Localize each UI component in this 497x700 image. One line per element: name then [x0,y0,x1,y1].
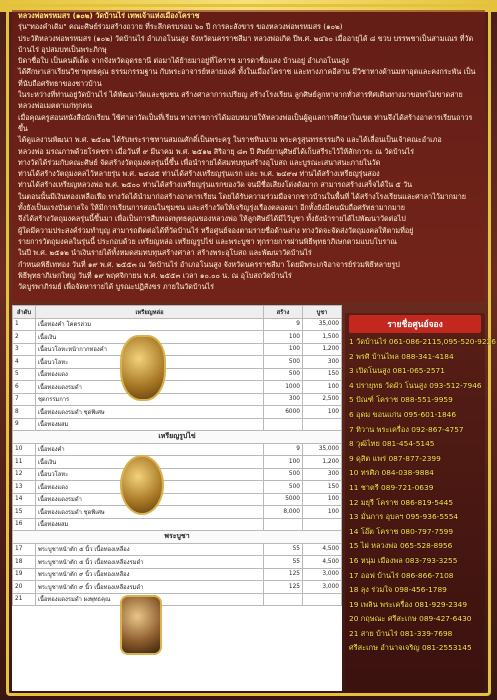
cell-item: ชุดกรรมการ [36,393,264,406]
table-row [13,493,342,506]
cell-price: 35,000 [303,443,342,456]
history-paragraph: ทางวัดได้ร่วมกับคณะศิษย์ จัดสร้างวัตถุมงคลรุ่นนี้ขึ้น เพื่อนำรายได้สมทบทุนสร้างอุโบสถ และบูรณะเสนาสนะภายในวัด [18,157,381,167]
cell-price: 1,200 [303,456,342,469]
cell-built [264,418,303,431]
buddha-statue-image [120,595,162,655]
cell-no: 12 [13,468,36,481]
booking-contact: 9 ดุสิต แพร่ 087-877-2399 [349,453,441,463]
booking-contact: 21 สาย บ้านไร่ 081-339-7698 [349,628,453,638]
history-paragraph: ในตอนนั้นมีเงินทองเหลือเฟือ ทางวัดได้นำมาก่อสร้างอาคารเรียน โดยได้รับความร่วมมือจากชาวบ้านในพื้นที่ ได้สร้างโรงเรียนและศาลาไว้มากมาย [18,191,466,201]
booking-contact: 16 หนุ่ม เมืองพล 083-793-3255 [349,555,458,565]
cell-item: เนื้อทองแดงรมดำ ชุดพิเศษ [36,506,264,519]
booking-contact: 12 มยุรี โคราช 086-819-5445 [349,497,454,507]
cell-built: 500 [264,356,303,369]
table-row [13,418,342,431]
cell-price: 100 [303,406,342,419]
cell-item: พระบูชาหน้าตัก ๙ นิ้ว เนื้อทองเหลืองรมดำ [36,581,264,594]
table-header-row [13,306,342,319]
cell-no: 4 [13,356,36,369]
cell-item: เนื้อเงิน [36,331,264,344]
cell-no: 3 [13,343,36,356]
table-row [13,343,342,356]
table-row [13,468,342,481]
cell-price [303,518,342,531]
cell-price: 300 [303,356,342,369]
cell-item: เนื้อทองแดงรมดำ ผงพุทธคุณ [36,593,264,606]
booking-contact: 17 ออฟ บ้านไร่ 086-866-7108 [349,570,454,580]
section-header-row [13,431,342,444]
booking-contact: 3 เปิดโนนสูง 081-065-2571 [349,366,445,376]
table-row [13,456,342,469]
table-row [13,481,342,494]
table-row [13,318,342,331]
booking-contact: 19 เพลิน พระเครื่อง 081-929-2349 [349,599,468,609]
amulet-image-cast [120,335,166,401]
booking-contact: 2 พรศิ บ้านไพล 088-341-4184 [349,351,454,361]
table-row [13,331,342,344]
header-line: หลวงพ่อพรหมสร (๑๐๒) วัดบ้านไร่ เทพเจ้าแห่งเมืองโคราช [18,11,200,20]
cell-item: เนื้อทองแดง [36,481,264,494]
table-row [13,381,342,394]
history-paragraphs [12,21,485,292]
cell-built: 125 [264,568,303,581]
cell-built: 300 [264,393,303,406]
cell-built: 500 [264,468,303,481]
cell-price: 3,000 [303,568,342,581]
cell-built: 6000 [264,406,303,419]
history-paragraph: กำหนดพิธีเททอง วันที่ ๑๙ พ.ศ. ๒๕๕๓ ณ วัดบ้านไร่ อำเภอโนนสูง จังหวัดนครราชสีมา โดยมีพระเกจิอาจารย์ร่วมพิธีหลายรูป [18,259,400,269]
cell-built: 55 [264,556,303,569]
cell-price: 100 [303,493,342,506]
section-title: เหรียญรูปไข่ [13,431,342,444]
history-paragraph: รายการวัตถุมงคลในรุ่นนี้ ประกอบด้วย เหรียญหล่อ เหรียญรูปไข่ และพระบูชา ทุกรายการผ่านพิธีพุทธาภิเษกตามแบบโบราณ [18,236,397,246]
cell-no: 17 [13,543,36,556]
cell-no: 14 [13,493,36,506]
col-header-price: บูชา [303,306,342,319]
booking-panel [345,313,496,691]
table-row [13,368,342,381]
cell-price: 35,000 [303,318,342,331]
cell-item: เนื้อทองแดงรมดำ ชุดพิเศษ [36,406,264,419]
table-row [13,356,342,369]
booking-contact: 4 ปรายุทธ วัดผัว โนนสูง 093-512-7946 [349,380,482,390]
cell-item: เนื้อทองผสม [36,518,264,531]
cell-item: เนื้อทองคำ โคตรล่วม [36,318,264,331]
cell-item: เนื้อทองผสม [36,418,264,431]
history-text-block [12,10,485,302]
cell-built: 125 [264,581,303,594]
cell-price: 3,000 [303,581,342,594]
cell-item: พระบูชาหน้าตัก ๕ นิ้ว เนื้อทองเหลืองรมดำ [36,556,264,569]
cell-price: 4,500 [303,543,342,556]
cell-item: เนื้อนวโลหะ [36,468,264,481]
cell-no: 10 [13,443,36,456]
booking-contact: 18 ลุง ร่วมใจ 098-456-1789 [349,585,447,595]
booking-contact: 20 กฤษณะ ศรีสะเกษ 089-427-6430 [349,614,472,624]
price-table [12,305,342,606]
history-paragraph: บิดาชื่อใบ เป็นคนดีเด็ด จากจังหวัดอุดรธานี ต่อมาได้ย้ายมาอยู่ที่โคราช มารดาชื่อแสง บ้านอยู่ อำเภอโนนสูง [18,56,349,66]
history-paragraph: พิธีพุทธาภิเษกใหญ่ วันที่ ๑๙ พฤศจิกายน พ.ศ. ๒๕๕๓ เวลา ๑๐.๐๐ น. ณ อุโบสถวัดบ้านไร่ [18,270,292,280]
price-table-area [12,305,342,691]
booking-list [345,335,496,656]
booking-contact: ศรีสะเกษ อำนาจเจริญ 081-2553145 [349,643,472,653]
history-paragraph: ทั้งยังเป็นแรงบันดาลใจ ให้มีการเรียนการสอนในชุมชน และสร้างวัดให้เจริญรุ่งเรืองตลอดมา อีกทั้งยังมีคนนับถือศรัทธามากมาย [18,203,406,213]
table-body [13,318,342,606]
booking-contact: 5 ปัณฑ์ โคราช 088-551-9959 [349,395,453,405]
table-row [13,593,342,606]
history-paragraph: จึงได้สร้างวัตถุมงคลรุ่นนี้ขึ้นมา เพื่อเป็นการสืบทอดพุทธคุณของหลวงพ่อ ให้ลูกศิษย์ได้มีไว้บูชา ทั้งยังนำรายได้ไปพัฒนาวัดต่อไป [18,214,406,224]
cell-no: 15 [13,506,36,519]
booking-contact: 8 วุฒิไทย 081-454-5145 [349,439,435,449]
cell-no: 18 [13,556,36,569]
table-row [13,506,342,519]
booking-contact: 6 อุดม ขอนแก่น 095-601-1846 [349,409,457,419]
booking-contact: 15 ไผ่ หลวงพ่อ 065-528-8956 [349,541,453,551]
cell-built [264,593,303,606]
cell-built: 5000 [264,493,303,506]
cell-price [303,418,342,431]
cell-built: 1000 [264,381,303,394]
table-row [13,556,342,569]
section-title: พระบูชา [13,531,342,544]
col-header-built: สร้าง [264,306,303,319]
cell-no: 11 [13,456,36,469]
cell-price: 4,500 [303,556,342,569]
cell-built: 9 [264,318,303,331]
history-paragraph: ในปี พ.ศ. ๒๕๑๒ นำเงินรายได้ทั้งหมดสมทบทุนสร้างศาลา สร้างพระอุโบสถ และพัฒนาวัดบ้านไร่ [18,248,312,258]
cell-item: เนื้อทองแดง [36,368,264,381]
table-row [13,393,342,406]
cell-built: 100 [264,456,303,469]
cell-item: พระบูชาหน้าตัก ๙ นิ้ว เนื้อทองเหลือง [36,568,264,581]
cell-built: 8,000 [264,506,303,519]
cell-built: 9 [264,443,303,456]
cell-built: 100 [264,343,303,356]
cell-no: 1 [13,318,36,331]
cell-price: 100 [303,381,342,394]
history-paragraph: ได้ดูแลงานพัฒนา พ.ศ. ๒๕๐๒ ได้รับพระราชทานสมณศักดิ์เป็นพระครู ในราชทินนาม พระครูสุนทรธรรมกิจ และได้เลื่อนเป็นเจ้าคณะอำเภอ [18,135,442,145]
cell-item: เนื้อเงิน [36,456,264,469]
cell-no: 9 [13,418,36,431]
cell-built: 500 [264,481,303,494]
cell-no: 20 [13,581,36,594]
history-paragraph: ท่านได้สร้างเหรียญหลวงพ่อ พ.ศ. ๒๕๐๐ ท่านได้สร้างเหรียญรุ่นแรกของวัด จนมีชื่อเสียงโด่งดังมาก สามารถสร้างเสร็จได้ใน ๕ วัน [18,180,413,190]
cell-built: 100 [264,331,303,344]
booking-title: รายชื่อศูนย์จอง [349,315,481,333]
history-paragraph: ประวัติหลวงพ่อพรหมสร (๑๐๒) วัดบ้านไร่ อำเภอโนนสูง จังหวัดนครราชสีมา หลวงพ่อเกิด ปีพ.ศ. ๒๔๖๐ เมื่ออายุได้ ๘ ขวบ บรรพชาเป็นสามเณร ที่วัดบ้านไร่ อุปสมบทเป็นพระภิกษุ [18,33,474,54]
cell-item: พระบูชาหน้าตัก ๕ นิ้ว เนื้อทองเหลือง [36,543,264,556]
cell-no: 21 [13,593,36,606]
amulet-image-oval [120,455,164,515]
booking-contact: 7 ทิวาน พระเครื่อง 092-867-4757 [349,424,464,434]
cell-item: เนื้อทองแดงรมดำ [36,493,264,506]
history-paragraph: ผู้ใดมีความประสงค์ร่วมทำบุญ สามารถติดต่อได้ที่วัดบ้านไร่ หรือศูนย์จองตามรายชื่อด้านล่าง ทางวัดจะจัดส่งวัตถุมงคลให้ตามที่อยู่ [18,225,414,235]
cell-item: เนื้อทองคำ [36,443,264,456]
cell-no: 2 [13,331,36,344]
cell-no: 13 [13,481,36,494]
history-paragraph: ได้ศึกษาเล่าเรียนวิชาพุทธคุณ ธรรมกรรมฐาน กับพระอาจารย์หลายองค์ ทั้งในเมืองโคราช และทางภาคอีสาน มีวิชาทางด้านมหาอุดและคงกระพัน เป็นที่นับถือศรัทธาของชาวบ้าน [18,67,476,88]
table-row [13,406,342,419]
history-paragraph: หลวงพ่อ มรณภาพด้วยโรคชรา เมื่อวันที่ ๙ มีนาคม พ.ศ. ๒๕๑๒ สิริอายุ ๘๓ ปี ศิษย์ยานุศิษย์ได้เก็บสรีระไว้ให้สักการะ ณ วัดบ้านไร่ [18,146,414,156]
booking-contact: 11 ชาตรี 089-721-0639 [349,482,434,492]
col-header-item: เหรียญหล่อ [36,306,264,319]
booking-contact: 10 ทรศิภ 084-038-9884 [349,468,434,478]
cell-price: 100 [303,506,342,519]
history-paragraph: ในระหว่างที่ท่านอยู่วัดบ้านไร่ ได้พัฒนาวัดและชุมชน สร้างศาลาการเปรียญ สร้างโรงเรียน ลูกศิษย์ลูกหาจากทั่วสารทิศเดินทางมาขอพรไม่ขาดสาย หลวงพ่อเมตตาแก่ทุกคน [18,90,463,111]
history-paragraph: เมื่อคุณครูสอนหนังสือนักเรียน ใช้ศาลาวัดเป็นที่เรียน ทางราชการได้มอบหมายให้หลวงพ่อเป็นผู้ดูแลการศึกษาในเขต ท่านจึงได้สร้างอาคารเรียนถาวรขึ้น [18,112,473,133]
cell-price: 150 [303,481,342,494]
cell-built: 500 [264,368,303,381]
col-header-no: ลำดับ [13,306,36,319]
cell-built [264,518,303,531]
cell-no: 19 [13,568,36,581]
cell-price: 300 [303,468,342,481]
cell-price [303,593,342,606]
cell-built: 55 [264,543,303,556]
table-row [13,581,342,594]
history-paragraph: รุ่น"ทองคำเดิม" คณะศิษย์ร่วมสร้างถวาย ที่ระลึกครบรอบ ๖๐ ปี การละสังขาร ของหลวงพ่อพรหมสร (๑๐๒) [18,22,343,32]
history-paragraph: วัดบูรพาภิรมย์ เพื่อจัดหารายได้ บูรณะปฏิสังขร ภายในวัดบ้านไร่ [18,282,214,292]
cell-no: 16 [13,518,36,531]
booking-contact: 13 มั่นการ อุบลฯ 095-936-5554 [349,512,459,522]
booking-contact: 14 โอ๊ต โคราช 080-797-7599 [349,526,454,536]
cell-price: 2,500 [303,393,342,406]
table-row [13,543,342,556]
booking-contact: 1 วัดบ้านไร่ 061-086-2115,095-520-9226 [349,337,496,346]
cell-price: 150 [303,368,342,381]
cell-no: 5 [13,368,36,381]
section-header-row [13,531,342,544]
table-row [13,518,342,531]
cell-no: 7 [13,393,36,406]
table-row [13,443,342,456]
cell-item: เนื้อทองแดงรมดำ [36,381,264,394]
cell-no: 6 [13,381,36,394]
cell-item: เนื้อนวโลหะหน้ากากทองคำ [36,343,264,356]
cell-price: 1,200 [303,343,342,356]
cell-price: 1,500 [303,331,342,344]
cell-item: เนื้อนวโลหะ [36,356,264,369]
table-row [13,568,342,581]
cell-no: 8 [13,406,36,419]
history-paragraph: ท่านได้สร้างวัตถุมงคลไว้หลายรุ่น พ.ศ. ๒๔๘๕ ท่านได้สร้างเหรียญรุ่นแรก และ พ.ศ. ๒๔๙๗ ท่านได้สร้างเหรียญรุ่นสอง [18,169,380,179]
